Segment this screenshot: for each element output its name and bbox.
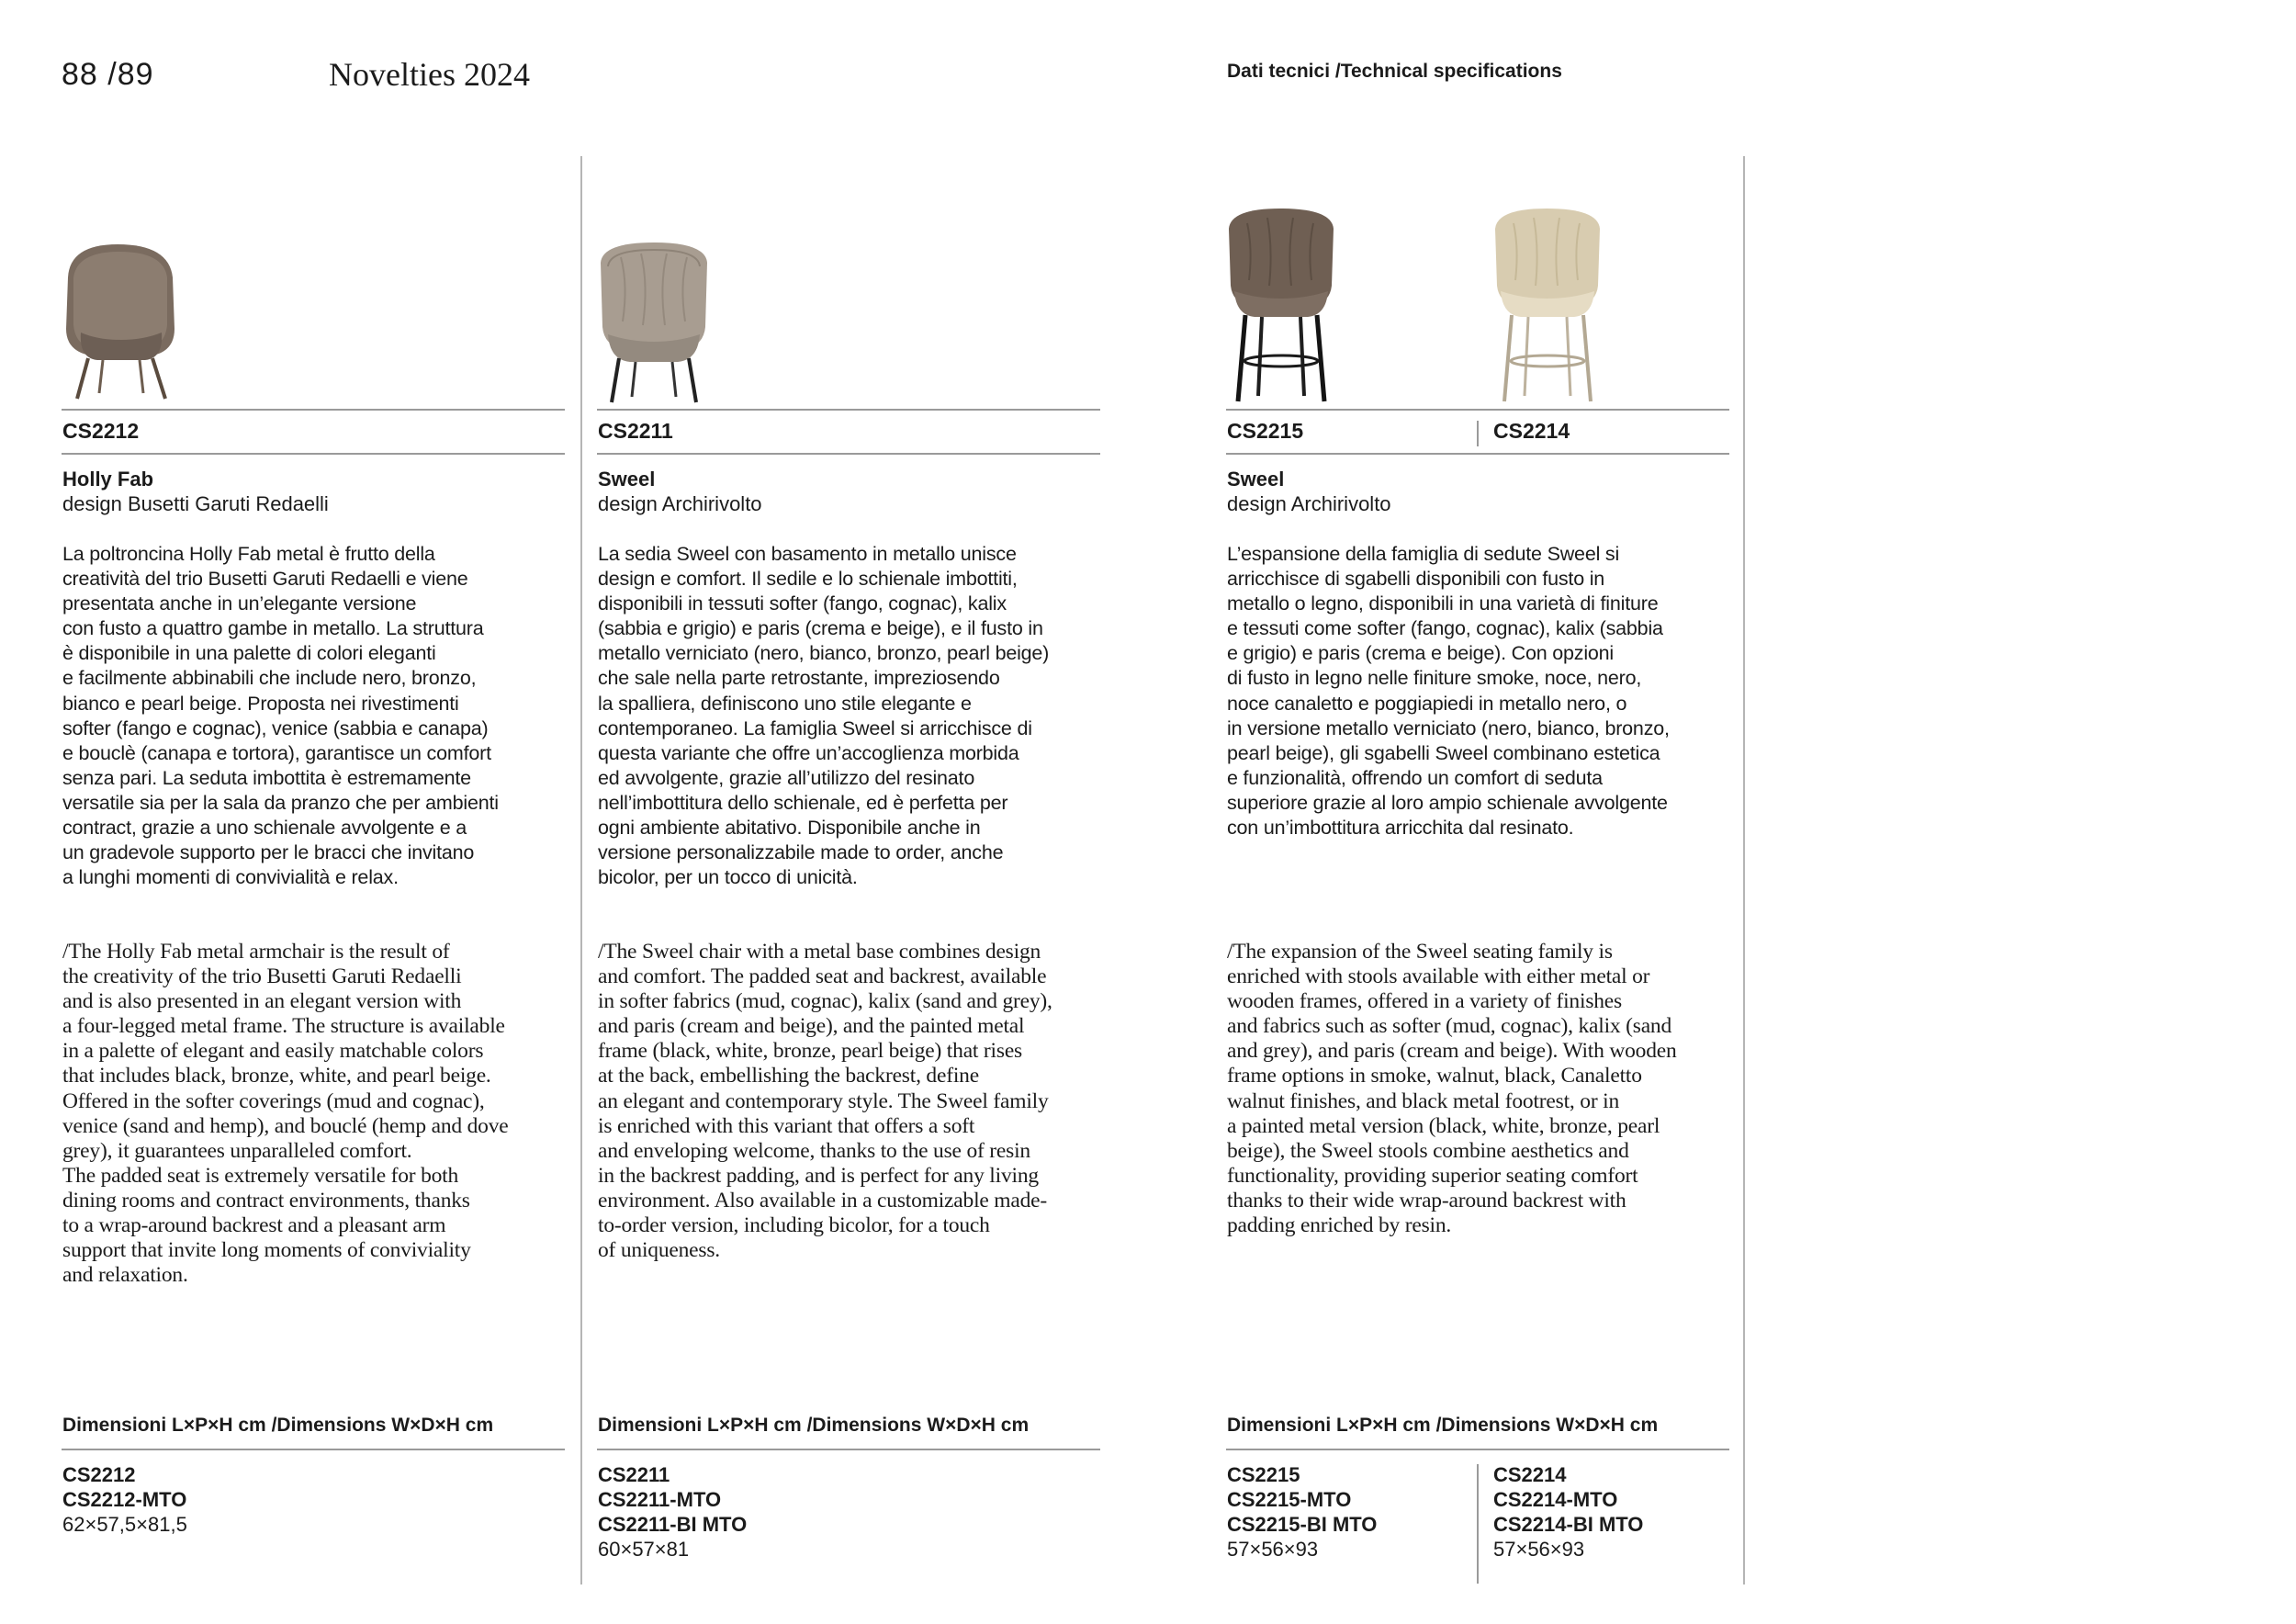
dimension-code: CS2214-BI MTO	[1493, 1513, 1644, 1536]
dimension-code: CS2215-MTO	[1227, 1488, 1352, 1511]
dimension-code: CS2215	[1227, 1463, 1300, 1486]
dimension-code: CS2212-MTO	[62, 1488, 187, 1511]
description-english: /The Sweel chair with a metal base combines design and comfort. The padded seat and backrest, available in softer fabrics (mud, cognac), kalix (sand and grey), and paris (cream and beige), and the painted metal frame (black, white, bronze, pearl beige) that rises at the back, embellishing the backrest, define an elegant and contemporary style. The Sweel family is enriched with this variant that offers a soft and enveloping welcome, thanks to the use of resin in the backrest padding, and is perfect for any living environment. Also available in a customizable made- to-order version, including bicolor, for a touch of uniqueness.	[598, 940, 1052, 1263]
description-english: /The expansion of the Sweel seating family is enriched with stools available with either metal or wooden frames, offered in a variety of finishes and fabrics such as softer (mud, cognac), kalix (sand and grey), and paris (cream and beige). With wooden frame options in smoke, walnut, black, Canaletto walnut finishes, and black metal footrest, or in a painted metal version (black, white, bronze, pearl beige), the Sweel stools combine aesthetics and functionality, providing superior seating comfort thanks to their wide wrap-around backrest with padding enriched by resin.	[1227, 940, 1677, 1238]
product-name-block	[62, 467, 329, 516]
column-divider	[1743, 156, 1745, 1585]
dimension-code: CS2214	[1493, 1463, 1567, 1486]
product-designer: design Archirivolto	[598, 492, 762, 515]
description-english: /The Holly Fab metal armchair is the result of the creativity of the trio Busetti Garuti Redaelli and is also presented in an elegant version with a four-legged metal frame. The structure is available in a palette of elegant and easily matchable colors that includes black, bronze, white, and pearl beige. Offered in the softer coverings (mud and cognac), venice (sand and hemp), and bouclé (hemp and dove grey), it guarantees unparalleled comfort. The padded seat is extremely versatile for both dining rooms and contract environments, thanks to a wrap-around backrest and a pleasant arm support that invite long moments of conviviality and relaxation.	[62, 940, 509, 1288]
description-italian: La sedia Sweel con basamento in metallo unisce design e comfort. Il sedile e lo schienale imbottiti, disponibili in tessuti softer (fango, cognac), kalix (sabbia e grigio) e paris (crema e beige), e il fusto in metallo verniciato (nero, bianco, bronzo, pearl beige) che sale nella parte retrostante, impreziosendo la spalliera, definiscono uno stile elegante e contemporaneo. La famiglia Sweel si arricchisce di questa variante che offre un’accoglienza morbida ed avvolgente, grazie all’utilizzo del resinato nell’imbottitura dello schienale, ed è perfetta per ogni ambiente abitativo. Disponibile anche in versione personalizzabile made to order, anche bicolor, per un tocco di unicità.	[598, 543, 1050, 889]
product-code: CS2214	[1493, 419, 1570, 443]
dimension-code: CS2211-BI MTO	[598, 1513, 748, 1536]
product-code: CS2212	[62, 419, 140, 443]
product-name-block	[1227, 467, 1391, 516]
dimensions-title: Dimensioni L×P×H cm /Dimensions W×D×H cm	[1227, 1415, 1659, 1436]
page-numbers: 88 /89	[62, 57, 154, 92]
divider	[62, 1449, 565, 1450]
dimension-value: 62×57,5×81,5	[62, 1513, 187, 1536]
stool-icon	[1491, 207, 1606, 404]
divider	[1226, 1449, 1729, 1450]
description-italian: L’espansione della famiglia di sedute Sweel si arricchisce di sgabelli disponibili con fusto in metallo o legno, disponibili in una varietà di finiture e tessuti come softer (fango, cognac), kalix (sabbia e grigio) e paris (crema e beige). Con opzioni di fusto in legno nelle finiture smoke, noce, nero, noce canaletto e poggiapiedi in metallo nero, o in versione metallo verniciato (nero, bianco, bronzo, pearl beige), gli sgabelli Sweel combinano estetica e funzionalità, offrendo un comfort di seduta superiore grazie al loro ampio schienale avvolgente con un’imbottitura arricchita dal resinato.	[1227, 543, 1670, 840]
page-title: Novelties 2024	[329, 56, 530, 93]
dimension-value: 57×56×93	[1227, 1538, 1319, 1561]
product-designer: design Busetti Garuti Redaelli	[62, 492, 329, 515]
dimensions-block	[598, 1462, 747, 1562]
divider	[62, 453, 565, 455]
section-title: Dati tecnici /Technical specifications	[1227, 61, 1562, 82]
dimension-code: CS2211	[598, 1463, 670, 1486]
product-code: CS2211	[598, 419, 673, 443]
dimensions-title: Dimensioni L×P×H cm /Dimensions W×D×H cm	[598, 1415, 1030, 1436]
divider	[597, 1449, 1100, 1450]
divider	[597, 453, 1100, 455]
dimension-separator	[1477, 1464, 1479, 1584]
divider	[1226, 409, 1729, 411]
column-divider	[580, 156, 582, 1585]
product-name: Sweel	[598, 468, 656, 491]
dimensions-title: Dimensioni L×P×H cm /Dimensions W×D×H cm	[62, 1415, 494, 1436]
divider	[1226, 453, 1729, 455]
dimensions-block	[1493, 1462, 1643, 1562]
dimension-code: CS2215-BI MTO	[1227, 1513, 1378, 1536]
product-name: Sweel	[1227, 468, 1285, 491]
armchair-icon	[61, 241, 185, 401]
chair-icon	[595, 239, 715, 404]
dimension-code: CS2212	[62, 1463, 136, 1486]
dimensions-block	[62, 1462, 187, 1537]
dimensions-block	[1227, 1462, 1377, 1562]
product-name: Holly Fab	[62, 468, 154, 491]
dimension-value: 57×56×93	[1493, 1538, 1585, 1561]
divider	[597, 409, 1100, 411]
dimension-code: CS2214-MTO	[1493, 1488, 1618, 1511]
divider	[62, 409, 565, 411]
stool-icon	[1225, 207, 1340, 404]
description-italian: La poltroncina Holly Fab metal è frutto della creatività del trio Busetti Garuti Redaelli e viene presentata anche in un’elegante versione con fusto a quattro gambe in metallo. La struttura è disponibile in una palette di colori eleganti e facilmente abbinabili che include nero, bronzo, bianco e pearl beige. Proposta nei rivestimenti softer (fango e cognac), venice (sabbia e canapa) e bouclè (canapa e tortora), garantisce un comfort senza pari. La seduta imbottita è estremamente versatile sia per la sala da pranzo che per ambienti contract, grazie a uno schienale avvolgente e a un gradevole supporto per le bracci che invitano a lunghi momenti di convivialità e relax.	[62, 543, 499, 889]
code-separator	[1477, 421, 1479, 446]
product-name-block	[598, 467, 762, 516]
product-code: CS2215	[1227, 419, 1304, 443]
dimension-value: 60×57×81	[598, 1538, 690, 1561]
product-designer: design Archirivolto	[1227, 492, 1391, 515]
dimension-code: CS2211-MTO	[598, 1488, 722, 1511]
